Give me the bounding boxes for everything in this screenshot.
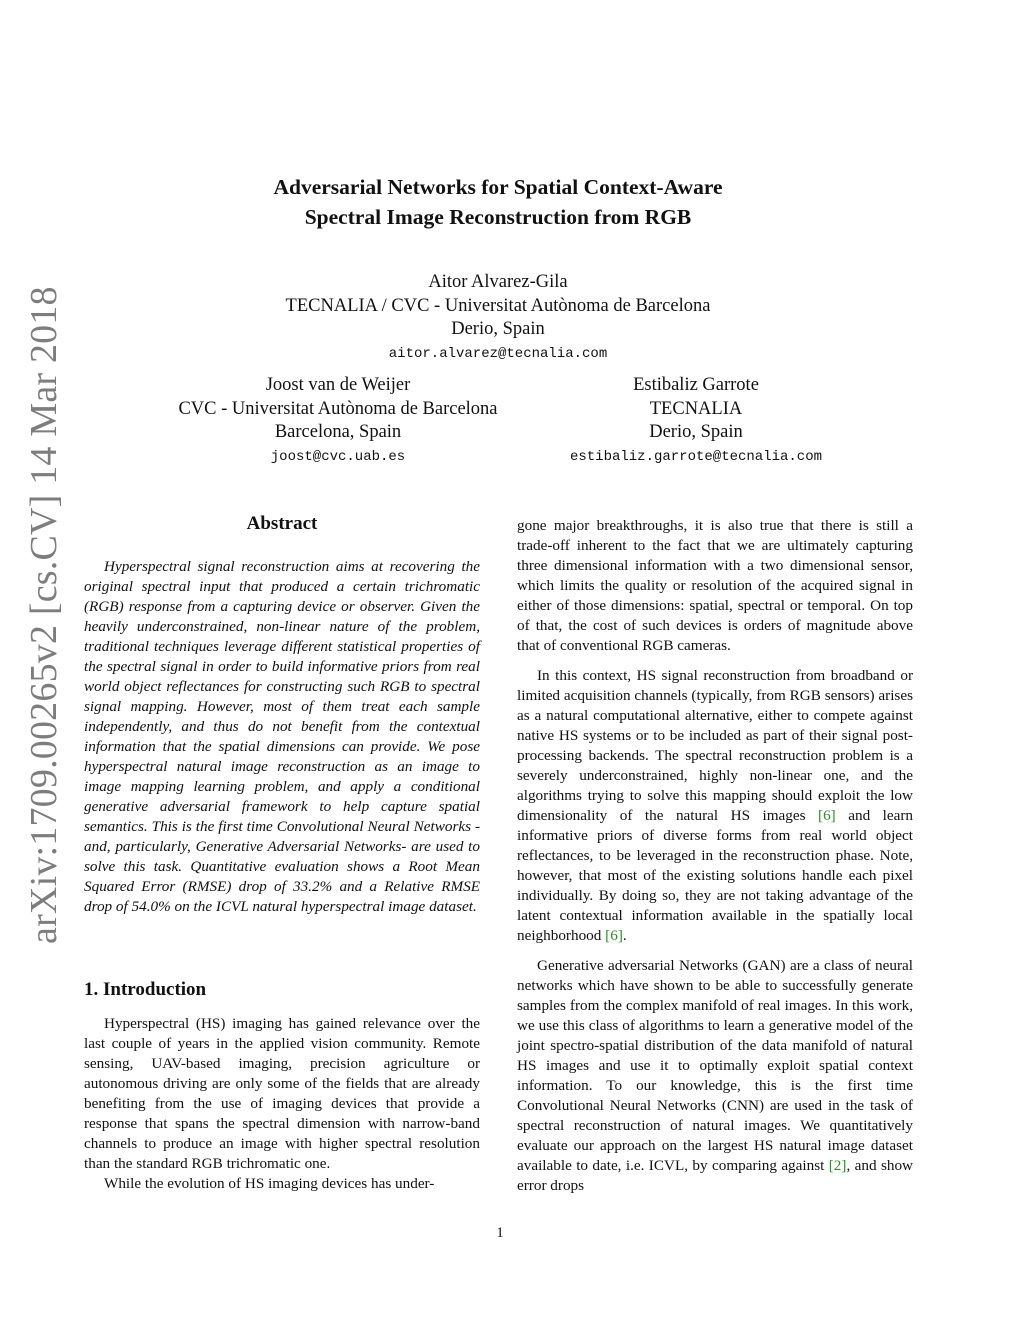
- author-name: Estibaliz Garrote: [633, 375, 759, 395]
- author-email[interactable]: joost@cvc.uab.es: [270, 448, 406, 465]
- title-line-2: Spectral Image Reconstruction from RGB: [304, 205, 692, 229]
- intro-paragraph: Hyperspectral (HS) imaging has gained relevance over the last couple of years in the applied vision community. Remote sensing, UAV-based imaging, precision agriculture or autonomous driving are only some of the fields that are already benefiting from the use of imaging devices that provide a response that spans the spectral dimension with narrow-band channels to produce an image with higher spectral resolution than the standard RGB trichromatic one.: [84, 1015, 480, 1172]
- author-affiliation: TECNALIA / CVC - Universitat Autònoma de Barcelona: [285, 295, 711, 316]
- citation-6-link[interactable]: [6]: [818, 807, 836, 824]
- right-column: [517, 516, 913, 1196]
- intro-paragraph-3: [517, 666, 913, 946]
- author-affiliation: CVC - Universitat Autònoma de Barcelona: [178, 398, 498, 419]
- author-third: [540, 374, 852, 469]
- page-number: 1: [496, 1225, 504, 1241]
- p4-text-a: Generative adversarial Networks (GAN) are a class of neural networks which have shown to be able to successfully generate samples from the complex manifold of real images. In this work, we use this class of algorithms to learn a generative model of the joint spectro-spatial distribution of the data manifold of natural HS images and use it to optimally exploit spatial context information. To our knowledge, this is the first time Convolutional Neural Networks (CNN) are used in the task of spectral reconstruction of natural images. We quantitatively evaluate our approach on the largest HS natural image dataset available to date, i.e. ICVL, by comparing against: [517, 957, 913, 1174]
- author-location: Barcelona, Spain: [274, 422, 402, 442]
- p3-text-a: In this context, HS signal reconstruction from broadband or limited acquisition channels (typically, from RGB sensors) arises as a natural computational alternative, either to compete against native HS systems or to be included as part of their signal post-processing backends. The spectral reconstruction problem is a severely underconstrained, highly non-linear one, and the algorithms trying to solve this mapping should exploit the low dimensionality of the natural HS images: [517, 667, 913, 824]
- abstract-heading: Abstract: [246, 513, 318, 534]
- intro-left-column: [84, 1014, 480, 1194]
- p4-text-b: , and show error drops: [517, 1157, 914, 1194]
- author-second: [148, 374, 528, 469]
- author-location: Derio, Spain: [649, 422, 743, 442]
- citation-2-link[interactable]: [2]: [828, 1157, 847, 1174]
- author-name: Aitor Alvarez-Gila: [428, 272, 568, 292]
- intro-paragraph-2-continued: gone major breakthroughs, it is also true that there is still a trade-off inherent to the fact that we are ultimately capturing three dimensional information with a two dimensional sensor, which limits the quality or resolution of the acquired signal in either of those dimensions: spatial, spectral or temporal. On top of that, the cost of such devices is orders of magnitude above that of conventional RGB cameras.: [517, 517, 913, 654]
- introduction-heading: 1. Introduction: [84, 979, 207, 1000]
- arxiv-stamp: [16, 286, 72, 944]
- arxiv-id: arXiv:1709.00265v2 [cs.CV] 14 Mar 2018: [23, 286, 65, 944]
- p3-text-c: .: [622, 927, 627, 944]
- author-name: Joost van de Weijer: [265, 375, 411, 395]
- p3-text-b: and learn informative priors of diverse forms from real world object reflectances, to be leveraged in the reconstruction phase. Note, however, that most of the existing solutions handle each pixel individually. By doing so, they are not taking advantage of the latent contextual information available in the spatially local neighborhood: [517, 807, 914, 944]
- intro-paragraph-2-start: While the evolution of HS imaging devices has under-: [104, 1175, 435, 1192]
- intro-paragraph-4: [517, 956, 913, 1196]
- abstract-body: [84, 557, 480, 917]
- citation-6-link[interactable]: [6]: [605, 927, 623, 944]
- author-email[interactable]: aitor.alvarez@tecnalia.com: [388, 345, 608, 362]
- author-first: [248, 271, 748, 366]
- title-line-1: Adversarial Networks for Spatial Context-Aware: [273, 175, 723, 199]
- author-email[interactable]: estibaliz.garrote@tecnalia.com: [569, 448, 823, 465]
- abstract-text: Hyperspectral signal reconstruction aims at recovering the original spectral input that produced a certain trichromatic (RGB) response from a capturing device or observer. Given the heavily underconstrained, non-linear nature of the problem, traditional techniques leverage different statistical properties of the spectral signal in order to build informative priors from real world object reflectances for constructing such RGB to spectral signal mapping. However, most of them treat each sample independently, and thus do not benefit from the contextual information that the spatial dimensions can provide. We pose hyperspectral natural image reconstruction as an image to image mapping learning problem, and apply a conditional generative adversarial framework to help capture spatial semantics. This is the first time Convolutional Neural Networks -and, particularly, Generative Adversarial Networks- are used to solve this task. Quantitative evaluation shows a Root Mean Squared Error (RMSE) drop of 33.2% and a Relative RMSE drop of 54.0% on the ICVL natural hyperspectral image dataset.: [84, 558, 480, 915]
- author-affiliation: TECNALIA: [649, 398, 743, 419]
- author-location: Derio, Spain: [451, 319, 545, 339]
- paper-title: [140, 172, 856, 232]
